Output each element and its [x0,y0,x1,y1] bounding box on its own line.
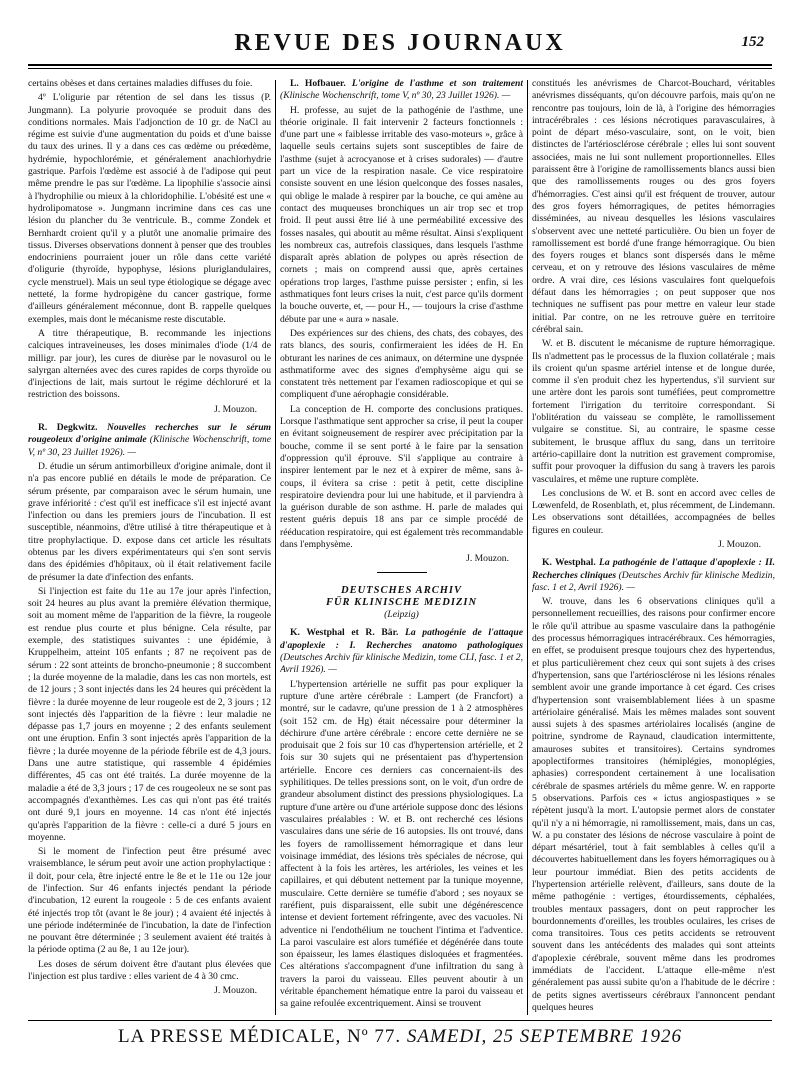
signature: J. Mouzon. [718,538,761,550]
column-1 [28,78,271,1018]
paragraph: A titre thérapeutique, B. recommande les injections calciques intraveineuses, les doses minimales d'iode (1/4 de milligr. par jour), les cures de diurèse par le novasurol ou le salyrgan alternées avec des cures rapides de corps thyroïde ou d'injections de lait, mais surtout le régime déchloruré et la restriction des boissons. [28,327,271,401]
paragraph: D. étudie un sérum antimorbilleux d'origine animale, dont il n'a pas encore publié en détails le mode de préparation. Ce sérum présente, par comparaison avec le sérum humain, une grave infériorité : c'est qu'il est inefficace s'il est injecté avant l'infection ou dans les premiers jours de l'incubation. Il est susceptible, néanmoins, d'être utilisé à titre thérapeutique et à titre prophylactique. D. expose dans cet article les résultats obtenus par les divers expérimentateurs qui s'en sont servis dans des épidémies d'hôpitaux, où il était relativement facile de présumer la date d'infection des enfants. [28,460,271,583]
journal-city: (Leipzig) [384,609,419,621]
footer-issue-number: Nº 77. [347,1026,402,1047]
footer-rule [28,1020,772,1021]
page-number: 152 [741,34,764,50]
article-title: La pathogénie de l'attaque d'apoplexie : II. Recherches cliniques [532,557,775,581]
article-reference: (Deutsches Archiv für klinische Medizin, tome CLI, fasc. 1 et 2, Avril 1926). — [280,652,523,676]
paragraph: 4º L'oligurie par rétention de sel dans les tissus (P. Jungmann). La polyurie provoquée se produit dans des conditions normales. Mais l'adjonction de 10 gr. de NaCl au régime est suivie d'une augmentation du poids et d'une baisse du taux des urines. Il y a dans ces cas œdème ou préœdème, hydrémie, hypochlorémie, et généralement anachlorhydrie gastrique. Parfois l'œdème est associé à de l'adipose qui peut même prendre le pas sur l'œdème. La lipophilie s'associe ainsi à l'hydrophilie ou mieux à la chloridophilie. L'obésité est une « hydrolipomatose ». Jungmann incrimine dans ces cas une lésion du plancher du 3e ventricule. B., comme Zondek et Bernhardt croient qu'il y a plutôt une anomalie primaire des tissus. Diverses observations donnent à penser que des troubles endocriniens pourraient jouer un rôle dans cette variété d'oligurie (thyroïde, hypophyse, lésions pluriglandulaires, cycle menstruel). Mais un seul type étiologique se dégage avec netteté, la forme hydropigène du cancer gastrique, forme d'ailleurs généralement méconnue, dont B. rappelle quelques exemples, mais dont le mécanisme reste discutable. [28,92,271,325]
article-reference: (Klinische Wochenschrift, tome V, nº 30, 23 Juillet 1926). — [280,90,511,102]
article-heading [28,422,271,459]
paragraph: L'hypertension artérielle ne suffit pas pour expliquer la rupture d'une artère cérébrale : Lampert (de Francfort) a montré, sur le cadavre, qu'une pression de 1 à 2 atmosphères (soit 152 cm. de Hg) était nécessaire pour déterminer la déchirure d'une artère cérébrale : encore cette dernière ne se produisait que 2 fois sur 10 cas d'hypertension artérielle, et 2 fois sur 30 sujets qui ne présentaient pas d'hypertension artérielle. Encore ces derniers cas concernaient-ils des syphilitiques. De telles pressions sont, on le voit, d'un ordre de grandeur absolument distinct des pressions physiologiques. La rupture d'une artère ou d'une artériole suppose donc des lésions vasculaires préalables : W. et B. ont recherché ces lésions vasculaires dans une série de 16 autopsies. Ils ont trouvé, dans les foyers de ramollissement hémorragique et dans leur voisinage immédiat, des lésions très spéciales de nécrose, qui affectent à la fois les artères, les artérioles, les veines et les capillaires, et qui débutent nettement par la tunique moyenne, musculaire. Cette dernière se tuméfie d'abord ; ses noyaux se raréfient, puis disparaissent, elle subit une dégénérescence intense et devient fortement réfringente, avec des vacuoles. Ni adventice ni l'endothélium ne touchent l'intima et l'adventice. La paroi vasculaire est alors tuméfiée et dégénérée dans toute son épaisseur, les lames élastiques disloquées et fragmentées. Ces altérations s'accompagnent d'une infiltration du sang à travers la paroi du vaisseau. Elles peuvent aboutir à un véritable épanchement hématique entre la paroi du vaisseau et sa gaine refoulée excentriquement. Ainsi se trouvent [280,678,523,1010]
journal-name-line-2: FÜR KLINISCHE MEDIZIN [325,596,478,608]
article-heading [280,627,523,676]
signature: J. Mouzon. [214,403,257,415]
article-author: K. Westphal. [542,557,596,569]
section-separator [377,572,427,573]
article-author: L. Hofbauer. [290,78,346,89]
article-reference: (Deutsches Archiv für klinische Medizin, fasc. 1 et 2, Avril 1926). — [532,569,775,593]
column-3 [532,78,775,1018]
header-rule [28,64,772,66]
article-author: K. Westphal et R. Bär. [290,627,399,639]
article-author: R. Degkwitz. [38,422,98,434]
paragraph: Des expériences sur des chiens, des chats, des cobayes, des rats blancs, des souris, confirmeraient les idées de H. En obturant les narines de ces animaux, on détermine une dyspnée asthmatiforme avec des signes d'emphysème aigu qui se constatent très nettement par l'examen radioscopique et qui se compliquent d'une aérophagie considérable. [280,327,523,401]
column-divider [275,80,276,1015]
header-rule-thin [28,68,772,69]
paragraph: H. professe, au sujet de la pathogénie de l'asthme, une théorie originale. Il fait intervenir 2 facteurs fonctionnels : d'une part une « faiblesse irritable des vaso-moteurs », grâce à laquelle seuls certains sujets sont susceptibles de faire de l'asthme (sujet à acrocyanose et à crises sudorales) — d'autre part un vice de la respiration nasale. Ce vice respiratoire consiste souvent en une lésion quelconque des fosses nasales, qui oblige le malade à respirer par la bouche, ce qui amène au contact des muqueuses bronchiques un air trop sec et trop froid. Il peut aussi être lié à une perméabilité excessive des fosses nasales, qui aboutit au même résultat. Ainsi s'expliquent les nombreux cas, autrefois classiques, dans lesquels l'asthme disparaît après ablation de polypes ou après résection de cornets ; mais on comprend aussi que, après certaines opérations trop larges, l'asthme puisse persister ; enfin, si les asthmatiques font leurs crises la nuit, c'est parce qu'ils dorment la bouche ouverte, et, — pour H., — toujours la crise d'asthme débute par une « aura » nasale. [280,104,523,325]
paragraph: certains obèses et dans certaines maladies diffuses du foie. [28,78,253,89]
paragraph: W. et B. discutent le mécanisme de rupture hémorragique. Ils n'admettent pas le processus de la fluxion collatérale ; mais ils croient qu'un spasme artériel intense et de longue durée, comme il s'en produit chez les hypertendus, s'il survient sur une artère dont les parois sont tuméfiées, peut compromettre fortement l'irrigation du territoire correspondant. Si l'oblitération du vaisseau se complète, le ramollissement vulgaire se constitue. Si, au contraire, le spasme cesse subitement, le brusque afflux du sang, dans un territoire artério-capillaire dont la nutrition est gravement compromise, suffit pour provoquer la diffusion du sang à travers les parois vasculaires, et même une rupture complète. [532,338,775,485]
article-title: L'origine de l'asthme et son traitement [351,78,523,89]
journal-name-line-1: DEUTSCHES ARCHIV [341,584,462,596]
article-reference: (Klinische Wochenschrift, tome V, nº 30, 23 Juillet 1926). — [28,434,271,458]
column-2 [280,78,523,1018]
paragraph: W. trouve, dans les 6 observations cliniques qu'il a personnellement recueillies, des raisons pour confirmer encore le rôle qu'il attribue au spasme vasculaire dans la pathogénie des processus hémorragiques intracérébraux. Ces hémorragies, en effet, se produisent presque toujours chez des hypertendus, et plus particulièrement chez ceux qui sont sujets à des crises d'hypertension, sans que l'artériosclérose ni les lésions rénales semblent avoir une grande importance à cet égard. Ces crises d'hypertension sont vraisemblablement liées à un spasme artériolaire généralisé. Mais les mêmes malades sont souvent aussi sujets à des spasmes artériolaires localisés (angine de poitrine, syndrome de Raynaud, claudication intermittente, amauroses subites et transitoires). Certains syndromes apoplectiformes transitoires (hémiplégies, monoplégies, aphasies) correspondent certainement à une localisation cérébrale de spasmes artériels du même genre. W. en rapporte 5 observations. Parfois ces « ictus angiospastiques » se répètent jusqu'à la mort. L'autopsie permet alors de constater qu'il n'y a ni hémorragie, ni ramollissement, mais, dans un cas, W. a pu constater des lésions de nécrose vasculaire à point de départ mésartériel, tout à fait semblables à celles qu'il a découvertes habituellement dans les foyers hémorragiques ou à leur pourtour immédiat. Bien des petits accidents de l'hypertension artérielle relèvent, d'ailleurs, sans doute de la même pathogénie : vertiges, étourdissements, céphalées, troubles mentaux passagers, dont on peut rapprocher les bourdonnements d'oreilles, les troubles oculaires, les crises de coma transitoires. Tous ces petits accidents se retrouvent souvent dans les antécédents des malades qui sont atteints d'apoplexie cérébrale, souvent même dans les prodromes immédiats de l'accident. L'attaque elle-même n'est généralement pas aussi subite qu'on a l'habitude de le décrire : de petits signes avertisseurs cérébraux l'annoncent pendant quelques heures [532,596,775,1013]
paragraph: Si l'injection est faite du 11e au 17e jour après l'infection, soit 24 heures au plus avant la première élévation thermique, soit au moment même de l'apparition de la fièvre, la rougeole est rendue plus courte et plus bénigne. Cela résulte, par exemple, des statistiques suivantes : une épidémie, à Kruppelheim, atteint 105 enfants ; 87 ne reçoivent pas de sérum : 22 sont atteints de broncho-pneumonie ; 8 succombent ; la durée moyenne de la maladie, dans les cas non mortels, est de 12 jours ; 3 sont injectés dans les 24 heures qui précèdent la fièvre : la durée moyenne de leur rougeole est de 2, 3 jours ; 12 sont injectés dès l'apparition de la fièvre : leur maladie ne dépasse pas 1,7 jours en moyenne ; 2 des enfants seulement ont une éruption. Enfin 3 sont injectés après l'apparition de la fièvre ; la durée moyenne de la période fébrile est de 4,3 jours. Dans une autre statistique, qui rassemble 4 épidémies différentes, 45 cas ont été traités. La durée moyenne de la maladie a été de 3,3 jours ; 17 de ces rougeoleux ne se sont pas accompagnés d'exanthèmes. Les cas qui n'ont pas été traités ont duré 9,1 jours en moyenne. 14 cas n'ont été injectés qu'après l'apparition de la fièvre : celle-ci a duré 5 jours en moyenne. [28,585,271,843]
page-header [28,22,772,70]
article-heading [532,557,775,594]
paragraph: Les doses de sérum doivent être d'autant plus élevées que l'injection est plus tardive : elles varient de 4 à 30 cmc. [28,958,271,983]
signature: J. Mouzon. [214,985,257,997]
article-title: Nouvelles recherches sur le sérum rougeoleux d'origine animale [28,422,271,446]
paragraph: La conception de H. comporte des conclusions pratiques. Lorsque l'asthmatique sent approcher sa crise, il peut la couper en évitant soigneusement de respirer avec précipitation par la bouche, comme il se sent porté à le faire par la sensation d'oppression qu'il éprouve. S'il s'applique au contraire à inspirer lentement par le nez et à expirer de même, sans à-coups, il évitera sa crise : petit à petit, cette discipline respiratoire deviendra pour lui une habitude, et il parviendra à la guérison durable de son asthme. H. parle de malades qui restent guéris depuis 18 ans par ce simple procédé de rééducation respiratoire, qui est également très recommandable dans l'emphysème. [280,403,523,550]
article-title: La pathogénie de l'attaque d'apoplexie : I. Recherches anatomo pathologiques [280,627,523,651]
page-footer [28,1020,772,1060]
footer-journal: LA PRESSE MÉDICALE, [117,1026,342,1047]
journal-section-title: REVUE DES JOURNAUX [234,30,566,56]
paragraph: constitués les anévrismes de Charcot-Bouchard, véritables anévrismes disséquants, qu'on découvre parfois, mais qu'on ne rencontre pas toujours, loin de là, à l'origine des hémorragies intracérébrales : ces lésions nécrotiques paravasculaires, à point de départ méso-vasculaire, sont, on le voit, bien distinctes de l'artériosclérose cérébrale ; elles lui sont souvent associées, mais ne lui sont nullement proportionnelles. Elles paraissent être à l'origine de ramollissements blancs aussi bien que des ramollissements rouges ou des gros foyers d'hémorragies. C'est ainsi qu'il est fréquent de trouver, autour des gros foyers hémorragiques, de petites hémorragies disséminées, au niveau desquelles les lésions vasculaires s'observent avec une netteté particulière. Ou bien un foyer de ramollissement est bordé d'une frange hémorragique. Ou bien des foyers rouges et blancs sont dispersés dans le même cerveau, et on y retrouve des lésions vasculaires de même ordre. A vrai dire, ces lésions vasculaires font quelquefois défaut dans les hémorragies ; on peut supposer que nos techniques ne suffisent pas pour mettre en valeur leur stade initial. Par contre, on ne les retrouve guère en territoire cérébral sain. [532,78,775,335]
journal-heading [280,585,523,622]
paragraph: Les conclusions de W. et B. sont en accord avec celles de Lœwenfeld, de Rosenblath, et, plus récemment, de Lindemann. Les observations sont détaillées, accompagnées de belles figures en couleur. [532,487,775,536]
paragraph: Si le moment de l'infection peut être présumé avec vraisemblance, le sérum peut avoir une action prophylactique : il doit, pour cela, être injecté entre le 8e et le 11e ou 12e jour de l'infection. Sur 46 enfants injectés pendant la période d'incubation, 12 eurent la rougeole : 5 de ces enfants avaient été injectés trop tôt (avant le 8e jour) ; 4 avaient été injectés à une période indéterminée de l'incubation, la date de l'infection ne pouvant être déterminée ; 3 seulement avaient été traités à la période optima (2 au 8e, 1 au 12e jour). [28,846,271,956]
signature: J. Mouzon. [466,553,509,565]
article-heading [280,78,523,103]
footer-date: SAMEDI, 25 SEPTEMBRE 1926 [406,1026,683,1047]
column-divider [527,80,528,1015]
footer-text [28,1026,772,1048]
